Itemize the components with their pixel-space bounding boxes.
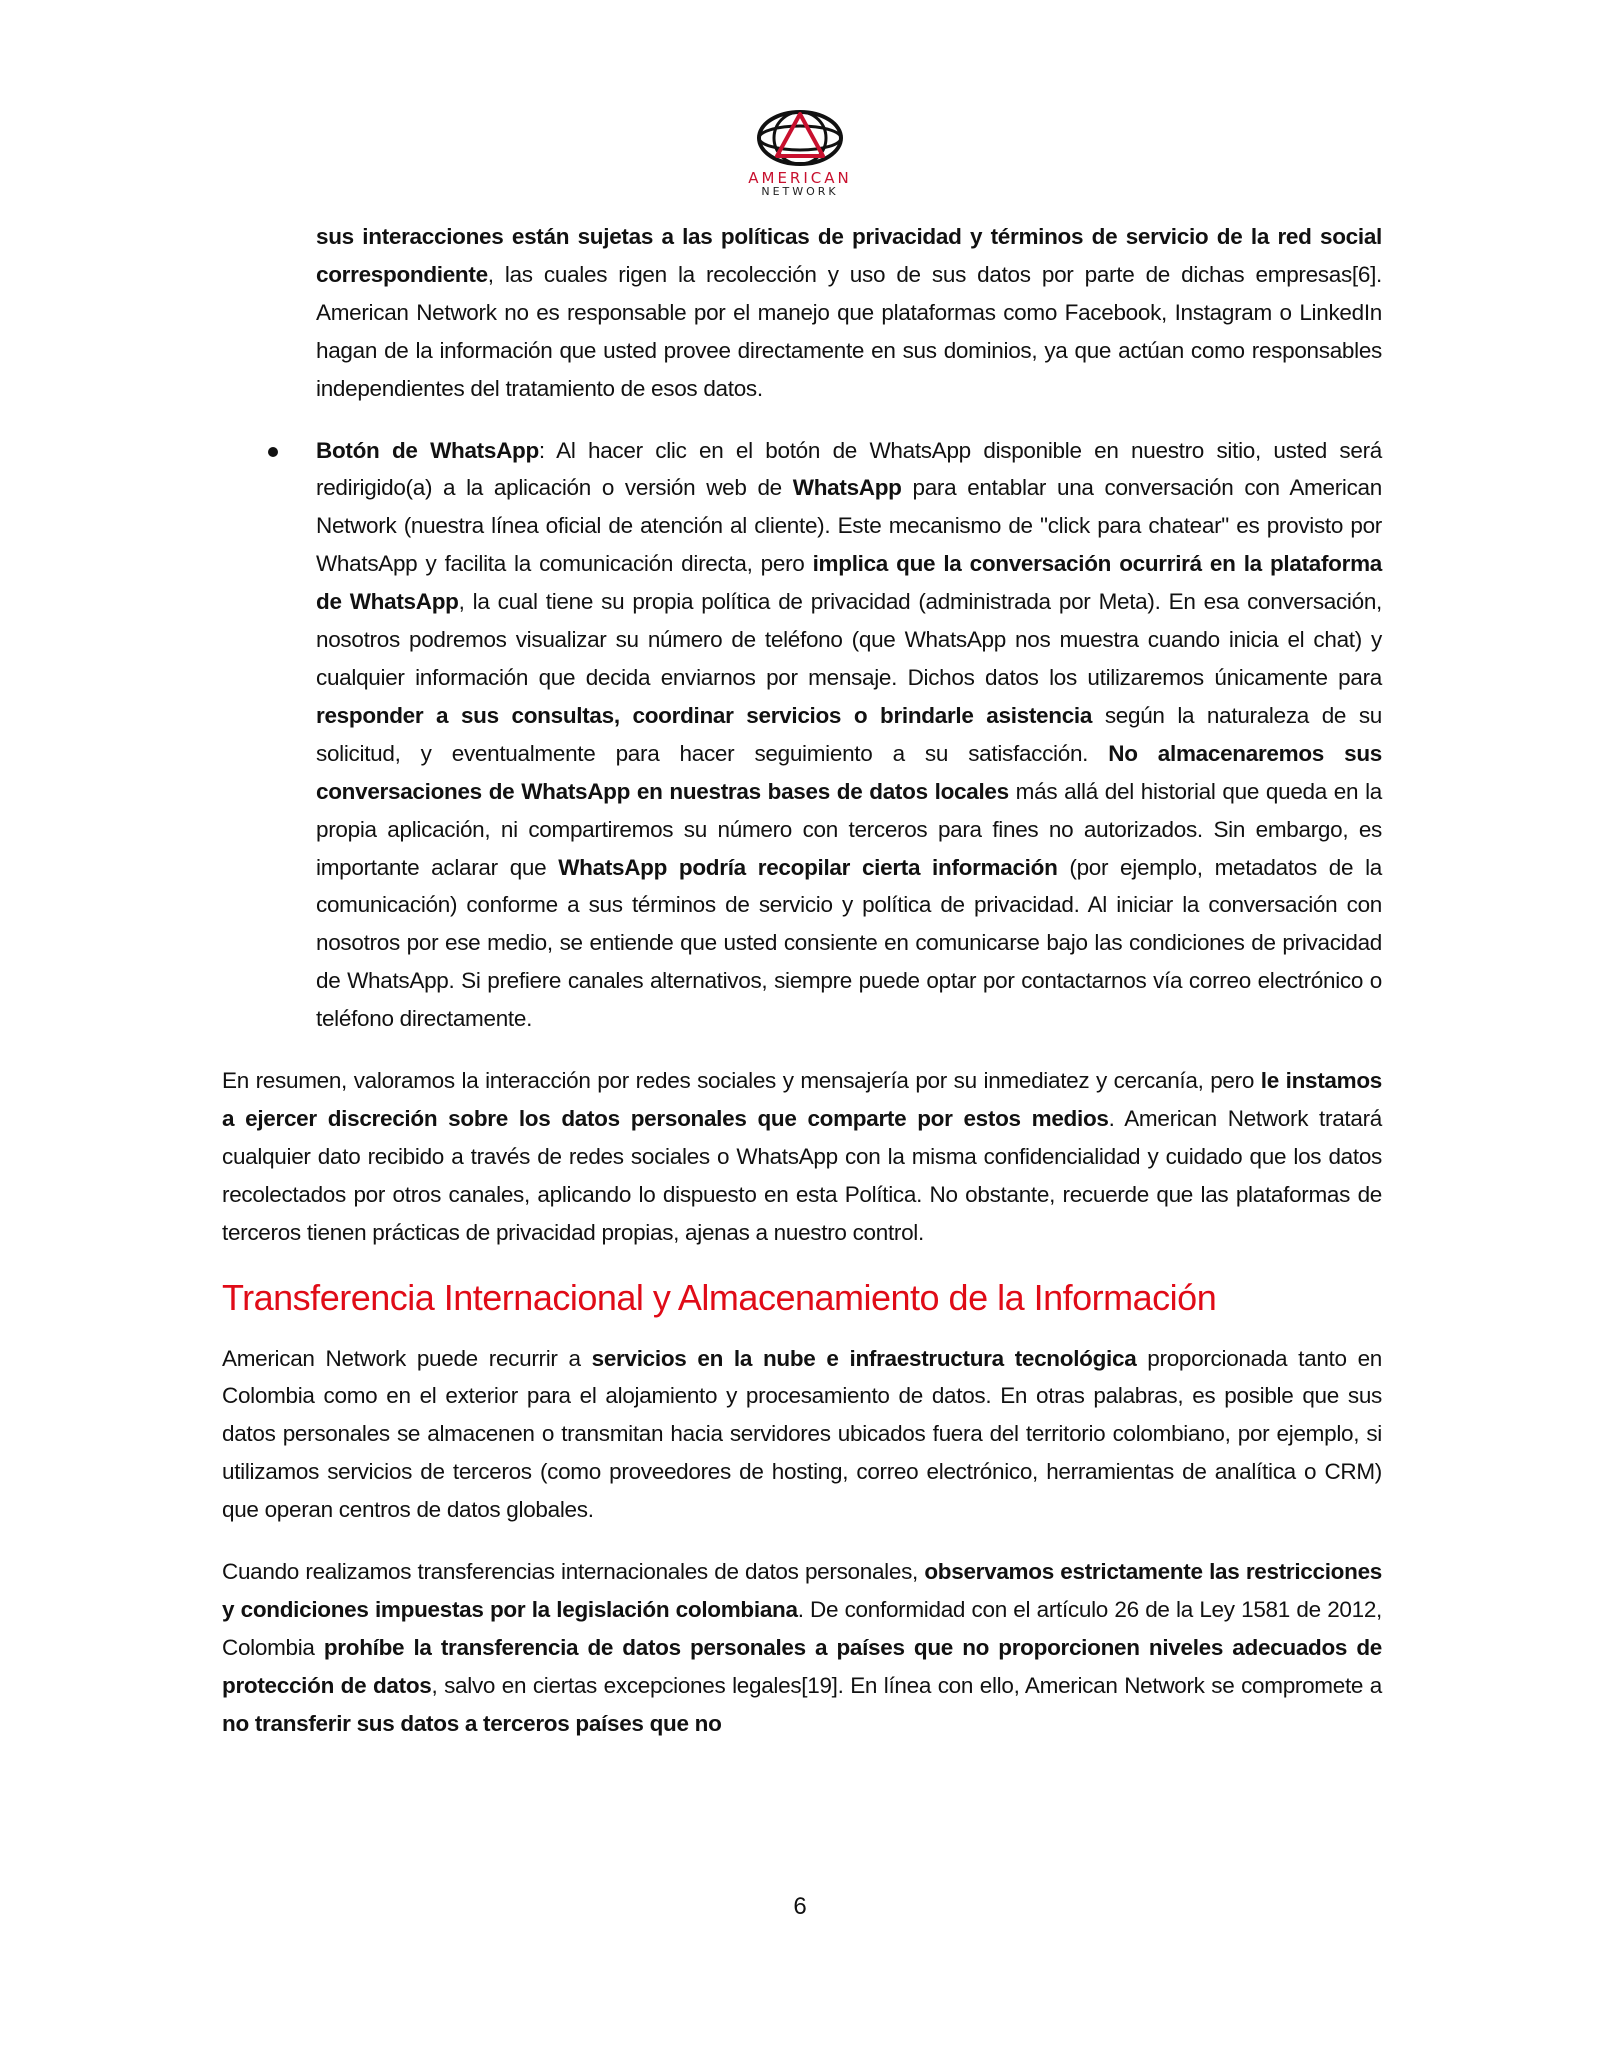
text-run: . De conformidad con el artículo 26 de la Ley 1581 de 2012, Colombia bbox=[222, 1597, 1383, 1660]
logo-globe-icon bbox=[755, 108, 845, 168]
bold-phrase: sus interacciones están sujetas a las políticas de privacidad y términos de servicio de la red social correspondiente bbox=[316, 224, 1382, 287]
bold-phrase: WhatsApp bbox=[792, 475, 902, 501]
text-run: : Al hacer clic en el botón de WhatsApp disponible en nuestro sitio, usted será redirigido(a) a la aplicación o versión web de bbox=[316, 437, 1382, 501]
bold-phrase: No almacenaremos sus conversaciones de WhatsApp en nuestras bases de datos locales bbox=[316, 740, 1382, 804]
logo-text-american: AMERICAN bbox=[748, 169, 852, 187]
international-transfers-paragraph bbox=[222, 1553, 1382, 1743]
text-run: , la cual tiene su propia política de privacidad (administrada por Meta). En esa conversación, nosotros podremos visualizar su número de teléfono (que WhatsApp nos muestra cuando inicia el chat) y cualquier información que decida enviarnos por mensaje. Dichos datos los utilizaremos únicamente para bbox=[316, 589, 1383, 690]
bold-phrase: le instamos a ejercer discreción sobre los datos personales que comparte por estos medios bbox=[222, 1068, 1382, 1131]
logo-text-network: NETWORK bbox=[761, 185, 839, 198]
text-run: (por ejemplo, metadatos de la comunicación) conforme a sus términos de servicio y política de privacidad. Al iniciar la conversación con nosotros por ese medio, se entiende que usted consiente en comunicarse bajo las condiciones de privacidad de WhatsApp. Si prefiere canales alternativos, siempre puede optar por contactarnos vía correo electrónico o teléfono directamente. bbox=[316, 854, 1382, 1032]
bold-phrase: prohíbe la transferencia de datos personales a países que no proporcionen niveles adecuados de protección de datos bbox=[222, 1634, 1382, 1698]
text-run: más allá del historial que queda en la propia aplicación, ni compartiremos su número con terceros para fines no autorizados. Sin embargo, es importante aclarar que bbox=[316, 778, 1382, 880]
text-run: . American Network tratará cualquier dato recibido a través de redes sociales o WhatsApp con la misma confidencialidad y cuidado que los datos recolectados por otros canales, aplicando lo dispuesto en esta Política. No obstante, recuerde que las plataformas de terceros tienen prácticas de privacidad propias, ajenas a nuestro control. bbox=[222, 1105, 1382, 1245]
text-run: proporcionada tanto en Colombia como en el exterior para el alojamiento y procesamiento de datos. En otras palabras, es posible que sus datos personales se almacenen o transmitan hacia servidores ubicados fuera del territorio colombiano, por ejemplo, si utilizamos servicios de terceros (como proveedores de hosting, correo electrónico, herramientas de analítica o CRM) que operan centros de datos globales. bbox=[222, 1345, 1383, 1523]
bold-phrase: WhatsApp podría recopilar cierta información bbox=[558, 854, 1058, 880]
whatsapp-bullet-item bbox=[222, 432, 1382, 1039]
document-body bbox=[222, 218, 1382, 1743]
social-networks-item-continued bbox=[222, 218, 1382, 408]
bold-phrase: observamos estrictamente las restricciones y condiciones impuestas por la legislación colombiana bbox=[222, 1559, 1383, 1622]
text-run: según la naturaleza de su solicitud, y eventualmente para hacer seguimiento a su satisfacción. bbox=[316, 702, 1383, 766]
text-run: Cuando realizamos transferencias internacionales de datos personales, bbox=[222, 1559, 925, 1585]
text-run: para entablar una conversación con American Network (nuestra línea oficial de atención al cliente). Este mecanismo de "click para chatear" es provisto por WhatsApp y facilita la comunicación directa, pero bbox=[316, 475, 1382, 577]
text-run: American Network puede recurrir a bbox=[222, 1345, 592, 1371]
summary-paragraph bbox=[222, 1062, 1382, 1252]
text-run: , las cuales rigen la recolección y uso de sus datos por parte de dichas empresas[6]. American Network no es responsable por el manejo que plataformas como Facebook, Instagram o LinkedIn hagan de la información que usted provee directamente en sus dominios, ya que actúan como responsables independientes del tratamiento de esos datos. bbox=[316, 261, 1382, 401]
company-logo bbox=[730, 108, 870, 200]
text-run: , salvo en ciertas excepciones legales[19]. En línea con ello, American Network se compromete a bbox=[431, 1672, 1382, 1698]
bold-phrase: servicios en la nube e infraestructura tecnológica bbox=[591, 1345, 1137, 1371]
page-number: 6 bbox=[793, 1893, 807, 1920]
bold-phrase: no transferir sus datos a terceros países que no bbox=[222, 1710, 722, 1736]
cloud-services-paragraph bbox=[222, 1340, 1382, 1530]
bullet-icon bbox=[268, 447, 278, 457]
text-run: En resumen, valoramos la interacción por redes sociales y mensajería por su inmediatez y cercanía, pero bbox=[222, 1068, 1261, 1094]
section-heading: Transferencia Internacional y Almacenamiento de la Información bbox=[222, 1276, 1217, 1318]
bold-phrase: responder a sus consultas, coordinar servicios o brindarle asistencia bbox=[316, 702, 1093, 728]
bold-phrase: implica que la conversación ocurrirá en la plataforma de WhatsApp bbox=[316, 551, 1382, 615]
bullet-title: Botón de WhatsApp bbox=[316, 437, 539, 463]
